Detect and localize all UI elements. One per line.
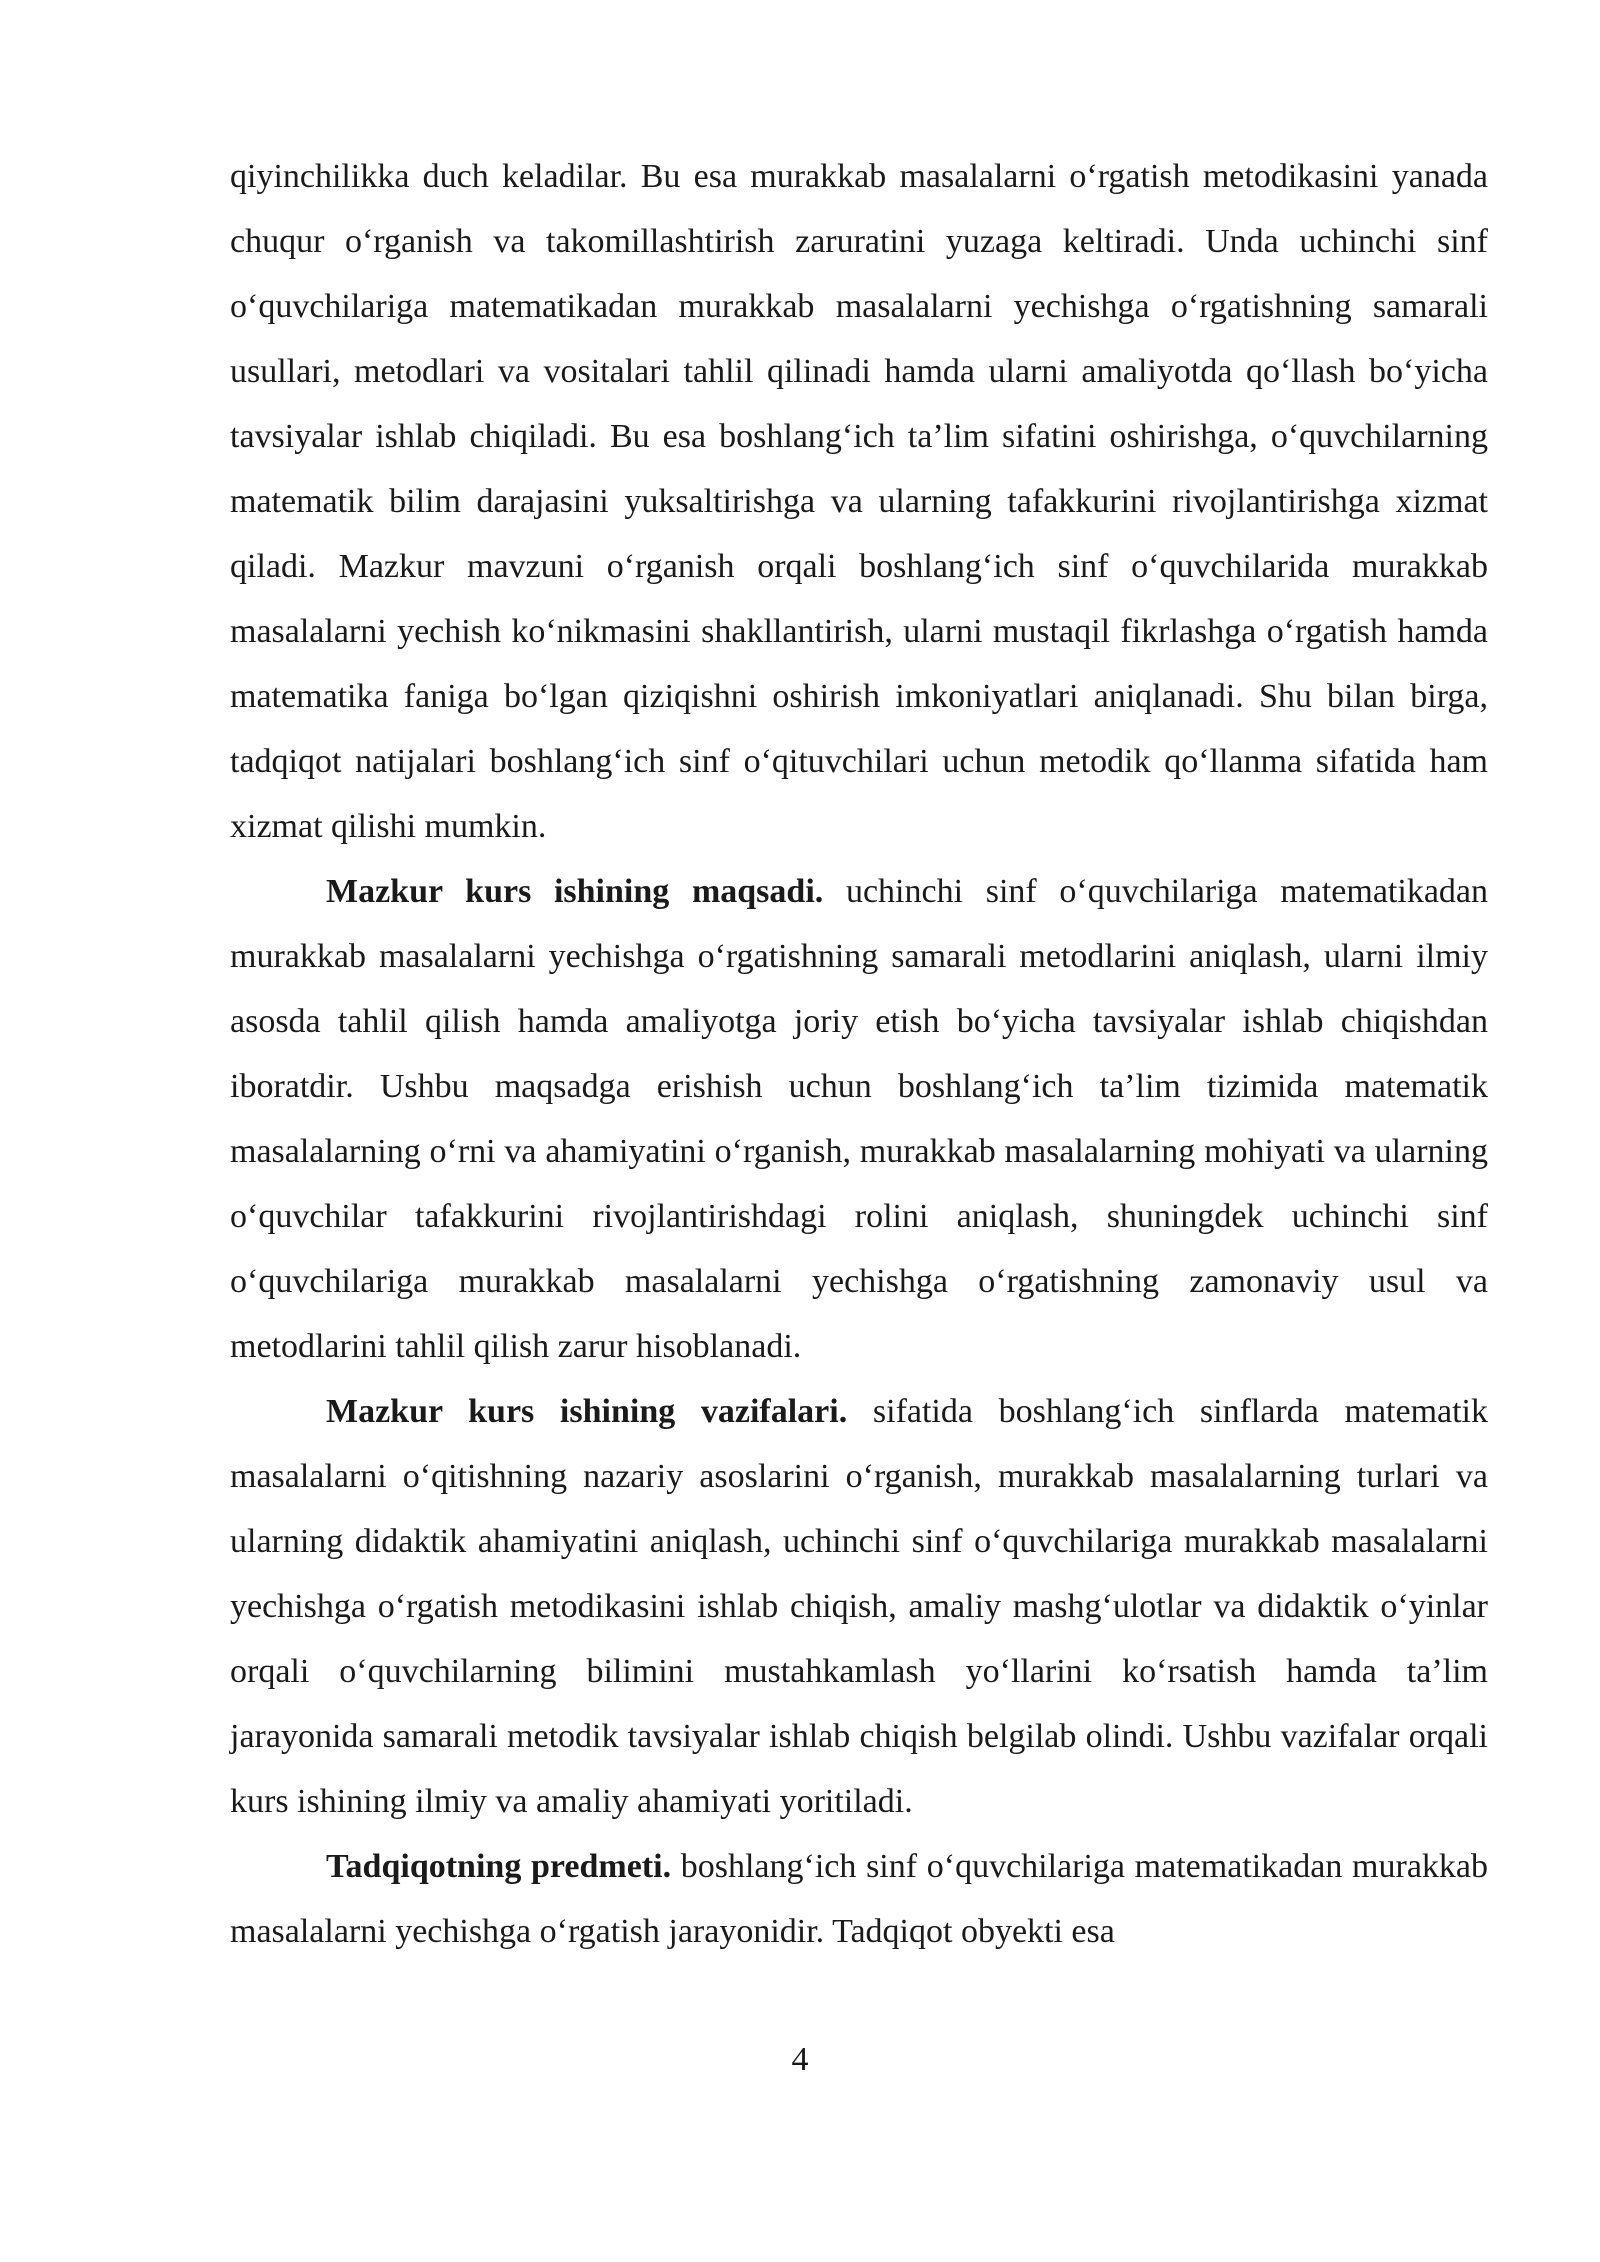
paragraph-goal <box>230 859 1488 1379</box>
paragraph-text: qiyinchilikka duch keladilar. Bu esa murakkab masalalarni o‘rgatish metodikasini yanada chuqur o‘rganish va takomillashtirish zaruratini yuzaga keltiradi. Unda uchinchi sinf o‘quvchilariga matematikadan murakkab masalalarni yechishga o‘rgatishning samarali usullari, metodlari va vositalari tahlil qilinadi hamda ularni amaliyotda qo‘llash bo‘yicha tavsiyalar ishlab chiqiladi. Bu esa boshlang‘ich ta’lim sifatini oshirishga, o‘quvchilarning matematik bilim darajasini yuksaltirishga va ularning tafakkurini rivojlantirishga xizmat qiladi. Mazkur mavzuni o‘rganish orqali boshlang‘ich sinf o‘quvchilarida murakkab masalalarni yechish ko‘nikmasini shakllantirish, ularni mustaqil fikrlashga o‘rgatish hamda matematika faniga bo‘lgan qiziqishni oshirish imkoniyatlari aniqlanadi. Shu bilan birga, tadqiqot natijalari boshlang‘ich sinf o‘qituvchilari uchun metodik qo‘llanma sifatida ham xizmat qilishi mumkin. <box>230 158 1488 845</box>
paragraph-text: uchinchi sinf o‘quvchilariga matematikadan murakkab masalalarni yechishga o‘rgatishning samarali metodlarini aniqlash, ularni ilmiy asosda tahlil qilish hamda amaliyotga joriy etish bo‘yicha tavsiyalar ishlab chiqishdan iboratdir. Ushbu maqsadga erishish uchun boshlang‘ich ta’lim tizimida matematik masalalarning o‘rni va ahamiyatini o‘rganish, murakkab masalalarning mohiyati va ularning o‘quvchilar tafakkurini rivojlantirishdagi rolini aniqlash, shuningdek uchinchi sinf o‘quvchilariga murakkab masalalarni yechishga o‘rgatishning zamonaviy usul va metodlarini tahlil qilish zarur hisoblanadi. <box>230 873 1489 1365</box>
paragraph-heading: Mazkur kurs ishining vazifalari. <box>326 1393 848 1430</box>
paragraph-heading: Tadqiqotning predmeti. <box>326 1848 672 1885</box>
paragraph-intro-continuation <box>230 144 1488 859</box>
body-text <box>230 144 1488 1964</box>
paragraph-tasks <box>230 1379 1488 1834</box>
paragraph-heading: Mazkur kurs ishining maqsadi. <box>326 873 824 910</box>
paragraph-text: sifatida boshlang‘ich sinflarda matematik masalalarni o‘qitishning nazariy asoslarini o‘rganish, murakkab masalalarning turlari va ularning didaktik ahamiyatini aniqlash, uchinchi sinf o‘quvchilariga murakkab masalalarni yechishga o‘rgatish metodikasini ishlab chiqish, amaliy mashg‘ulotlar va didaktik o‘yinlar orqali o‘quvchilarning bilimini mustahkamlash yo‘llarini ko‘rsatish hamda ta’lim jarayonida samarali metodik tavsiyalar ishlab chiqish belgilab olindi. Ushbu vazifalar orqali kurs ishining ilmiy va amaliy ahamiyati yoritiladi. <box>230 1393 1489 1820</box>
paragraph-subject <box>230 1834 1488 1964</box>
paragraph-text: boshlang‘ich sinf o‘quvchilariga matematikadan murakkab masalalarni yechishga o‘rgatish jarayonidir. Tadqiqot obyekti esa <box>230 1848 1488 1950</box>
page-number: 4 <box>791 2041 809 2078</box>
